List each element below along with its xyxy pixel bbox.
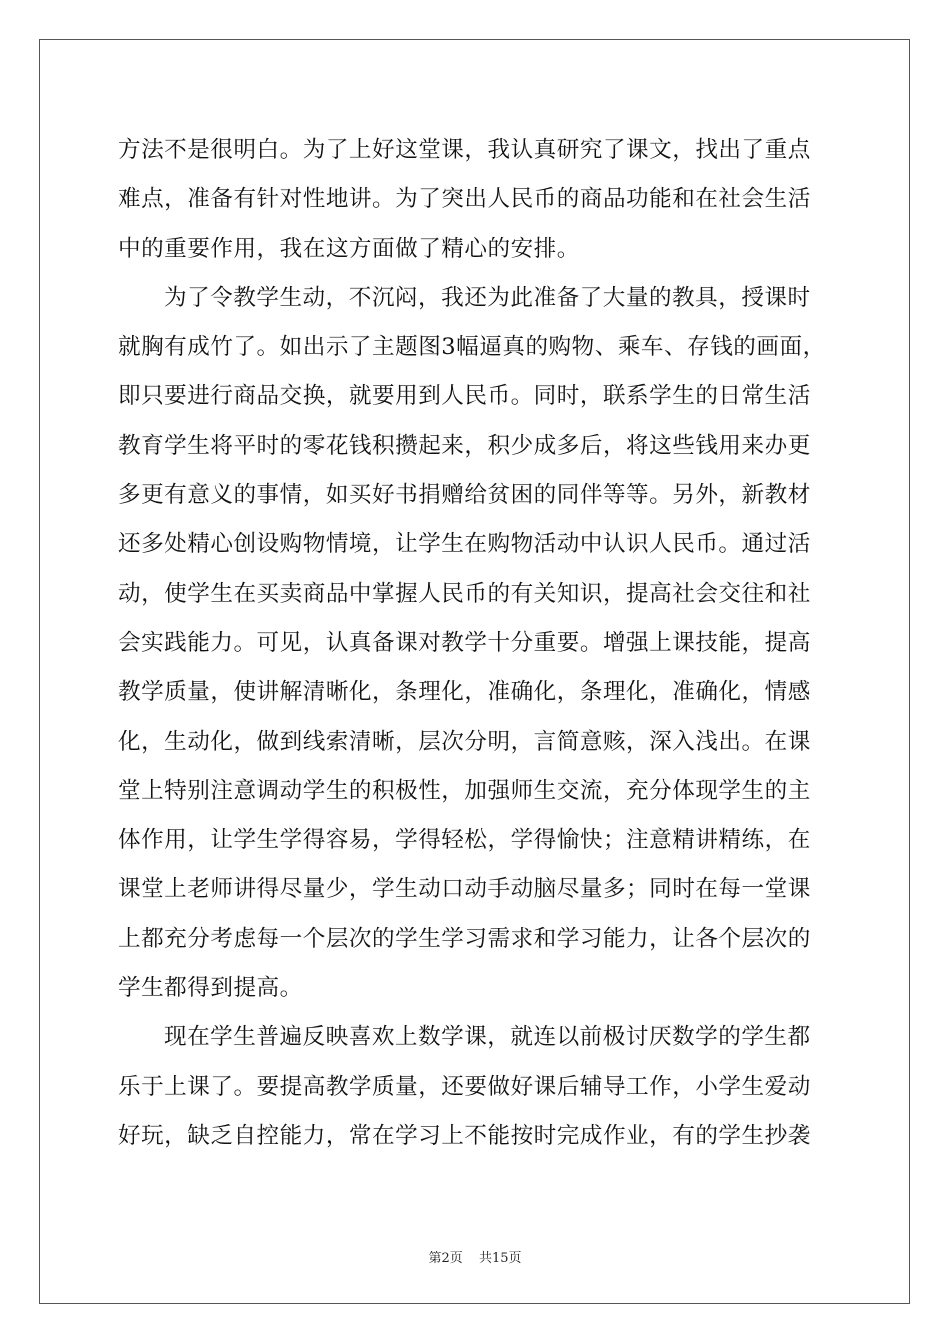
text-line: 动，使学生在买卖商品中掌握人民币的有关知识，提高社会交往和社: [118, 580, 811, 607]
text-line: 乐于上课了。要提高教学质量，还要做好课后辅导工作，小学生爱动: [118, 1073, 811, 1100]
text-line: 还多处精心创设购物情境，让学生在购物活动中认识人民币。通过活: [118, 531, 811, 558]
text-line: 堂上特别注意调动学生的积极性，加强师生交流，充分体现学生的主: [118, 777, 811, 804]
text-line: 会实践能力。可见，认真备课对教学十分重要。增强上课技能，提高: [118, 629, 811, 656]
paragraph-first-line: 为了令教学生动，不沉闷，我还为此准备了大量的教具，授课时: [164, 284, 811, 311]
text-line: 教育学生将平时的零花钱积攒起来，积少成多后，将这些钱用来办更: [118, 432, 811, 459]
text-line: 多更有意义的事情，如买好书捐赠给贫困的同伴等等。另外，新教材: [118, 482, 811, 509]
text-line: 化，生动化，做到线索清晰，层次分明，言简意赅，深入浅出。在课: [118, 728, 811, 755]
text-line: 好玩，缺乏自控能力，常在学习上不能按时完成作业，有的学生抄袭: [118, 1122, 811, 1149]
text-line: 上都充分考虑每一个层次的学生学习需求和学习能力，让各个层次的: [118, 925, 811, 952]
text-line: 教学质量，使讲解清晰化，条理化，准确化，条理化，准确化，情感: [118, 679, 811, 706]
page-footer: [0, 1247, 950, 1266]
text-line: 体作用，让学生学得容易，学得轻松，学得愉快；注意精讲精练，在: [118, 827, 811, 854]
text-line: 课堂上老师讲得尽量少，学生动口动手动脑尽量多；同时在每一堂课: [118, 876, 811, 903]
document-body: [118, 126, 838, 1161]
text-line: 中的重要作用，我在这方面做了精心的安排。: [118, 235, 580, 262]
page-number: 第2页: [428, 1251, 463, 1266]
text-line: 即只要进行商品交换，就要用到人民币。同时，联系学生的日常生活: [118, 383, 811, 410]
text-line: 方法不是很明白。为了上好这堂课，我认真研究了课文，找出了重点: [118, 137, 811, 163]
paragraph-first-line: 现在学生普遍反映喜欢上数学课，就连以前极讨厌数学的学生都: [164, 1024, 811, 1051]
text-line: 难点，准备有针对性地讲。为了突出人民币的商品功能和在社会生活: [118, 186, 811, 213]
text-line: 就胸有成竹了。如出示了主题图3幅逼真的购物、乘车、存钱的画面，: [118, 334, 826, 361]
page-total: 共15页: [478, 1251, 522, 1266]
text-line: 学生都得到提高。: [118, 975, 303, 1002]
